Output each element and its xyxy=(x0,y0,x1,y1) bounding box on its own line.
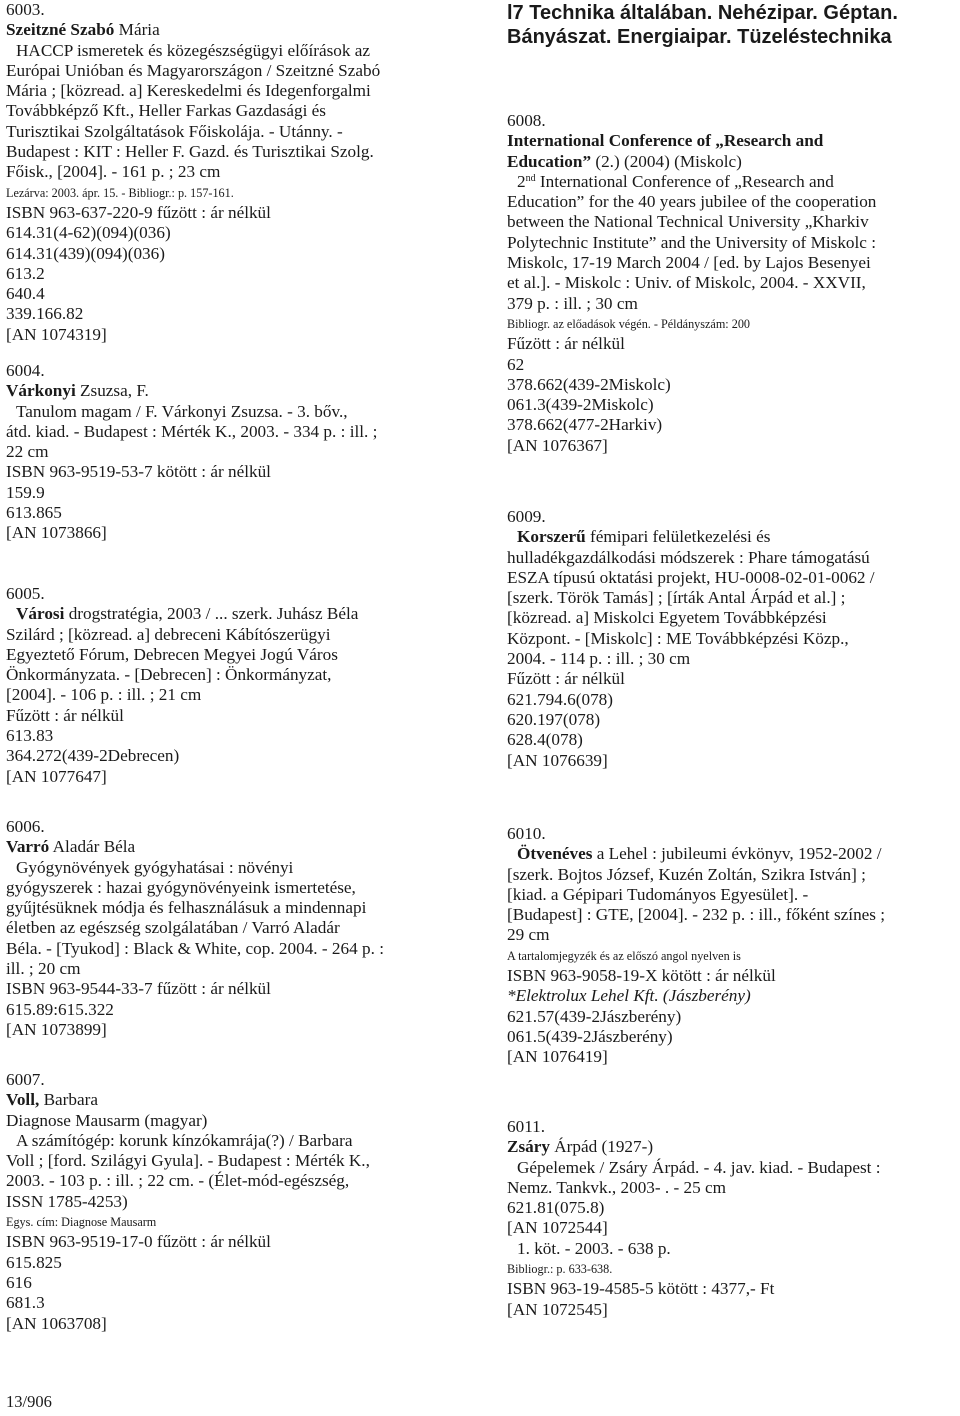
entry-line: Education” for the 40 years jubilee of the cooperation xyxy=(507,192,877,212)
entry-line: 621.794.6(078) xyxy=(507,689,613,709)
entry-bold-text: Education” xyxy=(507,151,592,171)
entry-line xyxy=(507,172,957,192)
entry-bold-text: Varró xyxy=(6,837,50,857)
entry-line: Továbbképző Kft., Heller Farkas Gazdasági és xyxy=(6,101,326,121)
entry-6004 xyxy=(6,361,456,544)
entry-line: Egys. cím: Diagnose Mausarm xyxy=(6,1215,157,1230)
entry-line: Szilárd ; [közread. a] debreceni Kábítószerügyi xyxy=(6,624,331,644)
entry-text: Aladár Béla xyxy=(49,837,136,857)
entry-bold-text: Voll, xyxy=(6,1090,40,1110)
entry-line xyxy=(507,844,957,864)
entry-line: Önkormányzata. - [Debrecen] : Önkormányzat, xyxy=(6,665,332,685)
entry-line: Diagnose Mausarm (magyar) xyxy=(6,1110,208,1130)
entry-line: 1. köt. - 2003. - 638 p. xyxy=(517,1238,671,1258)
entry-line: [AN 1072544] xyxy=(507,1218,608,1238)
entry-line xyxy=(507,1137,957,1157)
entry-line: ISBN 963-9544-33-7 fűzött : ár nélkül xyxy=(6,979,271,999)
entry-line: ISBN 963-9058-19-X kötött : ár nélkül xyxy=(507,966,776,986)
entry-line: ESZA típusú oktatási projekt, HU-0008-02-01-0062 / xyxy=(507,567,875,587)
entry-line: 6007. xyxy=(6,1070,45,1089)
entry-line: 613.2 xyxy=(6,263,45,283)
entry-text: 2 xyxy=(517,171,526,191)
entry-bold-text: Korszerű xyxy=(517,527,586,547)
entry-6009 xyxy=(507,507,957,771)
page-number: 13/906 xyxy=(6,1392,52,1411)
entry-line: Polytechnic Institute” and the University of Miskolc : xyxy=(507,232,876,252)
entry-line: 615.89:615.322 xyxy=(6,999,114,1019)
entry-line: 6004. xyxy=(6,361,45,380)
entry-bold-text: Várkonyi xyxy=(6,381,76,401)
entry-line: 2003. - 103 p. : ill. ; 22 cm. - (Élet-mód-egészség, xyxy=(6,1171,350,1191)
entry-line: Béla. - [Tyukod] : Black & White, cop. 2004. - 264 p. : xyxy=(6,938,384,958)
entry-line: 615.825 xyxy=(6,1252,62,1272)
entry-6010 xyxy=(507,824,957,1068)
entry-line: 379 p. : ill. ; 30 cm xyxy=(507,293,638,313)
entry-6011 xyxy=(507,1117,957,1320)
entry-line: 614.31(439)(094)(036) xyxy=(6,243,165,263)
section-heading-line: l7 Technika általában. Nehézipar. Géptan. xyxy=(507,2,898,24)
entry-line: [AN 1076367] xyxy=(507,435,608,455)
entry-line: gyűjtésüknek módja és felhasználásuk a mindennapi xyxy=(6,898,367,918)
entry-line: Gépelemek / Zsáry Árpád. - 4. jav. kiad. - Budapest : xyxy=(517,1157,881,1177)
entry-bold-text: Ötvenéves xyxy=(517,844,593,864)
entry-line: Miskolc, 17-19 March 2004 / [ed. by Lajos Besenyei xyxy=(507,253,871,273)
entry-line: 364.272(439-2Debrecen) xyxy=(6,746,180,766)
entry-line: életben az egészség szolgálatában / Varró Aladár xyxy=(6,918,340,938)
entry-bold-text: Városi xyxy=(16,604,65,624)
entry-line: 681.3 xyxy=(6,1293,45,1313)
entry-line: A számítógép: korunk kínzókamrája(?) / Barbara xyxy=(16,1130,353,1150)
entry-line: between the National Technical University „Kharkiv xyxy=(507,212,869,232)
entry-line: 616 xyxy=(6,1272,32,1292)
entry-line: 640.4 xyxy=(6,284,45,304)
entry-text: Barbara xyxy=(39,1090,98,1110)
entry-line: Turisztikai Szolgáltatások Főiskolája. - Utánny. - xyxy=(6,121,343,141)
entry-line: Európai Unióban és Magyarországon / Szeitzné Szabó xyxy=(6,60,381,80)
entry-line xyxy=(6,837,456,857)
entry-line: [2004]. - 106 p. : ill. ; 21 cm xyxy=(6,685,202,705)
entry-line: [szerk. Bojtos József, Kuzén Zoltán, Szikra István] ; xyxy=(507,864,866,884)
entry-line: 628.4(078) xyxy=(507,730,583,750)
entry-line: Fűzött : ár nélkül xyxy=(507,669,625,689)
entry-6007 xyxy=(6,1070,456,1334)
entry-6003 xyxy=(6,0,456,345)
entry-bold-text: Szeitzné Szabó xyxy=(6,20,115,40)
entry-line: [szerk. Török Tamás] ; [írták Antal Árpád et al.] ; xyxy=(507,588,846,608)
entry-line: 614.31(4-62)(094)(036) xyxy=(6,223,171,243)
entry-line: Tanulom magam / F. Várkonyi Zsuzsa. - 3. bőv., xyxy=(16,401,348,421)
entry-line: [AN 1077647] xyxy=(6,766,107,786)
entry-line: 061.5(439-2Jászberény) xyxy=(507,1026,673,1046)
entry-line: [AN 1074319] xyxy=(6,324,107,344)
entry-text: nd xyxy=(525,172,536,184)
entry-line xyxy=(6,381,456,401)
entry-line: ill. ; 20 cm xyxy=(6,959,81,979)
section-heading xyxy=(507,1,957,49)
entry-line: HACCP ismeretek és közegészségügyi előírások az xyxy=(16,40,370,60)
entry-line: 6011. xyxy=(507,1117,546,1136)
entry-line: 159.9 xyxy=(6,482,45,502)
entry-line: 613.865 xyxy=(6,503,62,523)
entry-line: Voll ; [ford. Szilágyi Gyula]. - Budapest : Mérték K., xyxy=(6,1151,370,1171)
entry-line: 6010. xyxy=(507,824,546,843)
entry-line: Mária ; [közread. a] Kereskedelmi és Idegenforgalmi xyxy=(6,81,371,101)
entry-line: [AN 1073866] xyxy=(6,523,107,543)
entry-line xyxy=(6,20,456,40)
entry-6006 xyxy=(6,817,456,1040)
entry-text: Árpád (1927-) xyxy=(549,1137,654,1157)
entry-line: [AN 1076419] xyxy=(507,1047,608,1067)
entry-line: 22 cm xyxy=(6,442,49,462)
entry-line: 339.166.82 xyxy=(6,304,84,324)
entry-line: 061.3(439-2Miskolc) xyxy=(507,395,654,415)
entry-line: A tartalomjegyzék és az előszó angol nyelven is xyxy=(507,948,741,963)
entry-text: fémipari felületkezelési és xyxy=(585,527,771,547)
entry-line: Fűzött : ár nélkül xyxy=(507,334,625,354)
entry-line: gyógyszerek : hazai gyógynövényeink ismertetése, xyxy=(6,877,356,897)
entry-line: ISBN 963-9519-53-7 kötött : ár nélkül xyxy=(6,462,271,482)
entry-line: ISBN 963-637-220-9 fűzött : ár nélkül xyxy=(6,202,271,222)
entry-line: Nemz. Tankvk., 2003- . - 25 cm xyxy=(507,1177,727,1197)
entry-line: 29 cm xyxy=(507,925,550,945)
entry-line: Egyeztető Fórum, Debrecen Megyei Jogú Város xyxy=(6,644,338,664)
entry-line: et al.]. - Miskolc : Univ. of Miskolc, 2004. - XXVII, xyxy=(507,273,866,293)
entry-line: [AN 1073899] xyxy=(6,1019,107,1039)
entry-line: 6006. xyxy=(6,817,45,836)
entry-line: Központ. - [Miskolc] : ME Továbbképzési Közp., xyxy=(507,628,849,648)
entry-line: 613.83 xyxy=(6,726,54,746)
entry-line: [közread. a] Miskolci Egyetem Továbbképzési xyxy=(507,608,827,628)
entry-line: 6008. xyxy=(507,111,546,130)
section-heading-line: Bányászat. Energiaipar. Tüzeléstechnika xyxy=(507,26,892,48)
entry-line: 378.662(477-2Harkiv) xyxy=(507,415,663,435)
entry-line: [Budapest] : GTE, [2004]. - 232 p. : ill., főként színes ; xyxy=(507,905,886,925)
entry-text: International Conference of „Research and xyxy=(535,171,834,191)
entry-line: hulladékgazdálkodási módszerek : Phare támogatású xyxy=(507,547,870,567)
entry-line: Budapest : KIT : Heller F. Gazd. és Turisztikai Szolg. xyxy=(6,142,374,162)
entry-line: 2004. - 114 p. : ill. ; 30 cm xyxy=(507,649,691,669)
entry-line: Fűzött : ár nélkül xyxy=(6,705,124,725)
entry-line: [kiad. a Gépipari Tudományos Egyesület]. - xyxy=(507,884,809,904)
entry-line: átd. kiad. - Budapest : Mérték K., 2003. - 334 p. : ill. ; xyxy=(6,421,378,441)
entry-text: drogstratégia, 2003 / ... szerk. Juhász Béla xyxy=(64,604,359,624)
entry-line xyxy=(507,527,957,547)
entry-line: ISSN 1785-4253) xyxy=(6,1191,128,1211)
entry-line xyxy=(6,604,456,624)
entry-bold-text: Zsáry xyxy=(507,1137,550,1157)
entry-line: Bibliogr. az előadások végén. - Példányszám: 200 xyxy=(507,316,751,331)
entry-6005 xyxy=(6,584,456,787)
entry-line: [AN 1072545] xyxy=(507,1299,608,1319)
entry-line: 620.197(078) xyxy=(507,709,601,729)
entry-bold-text: International Conference of „Research and xyxy=(507,131,824,151)
entry-line: 6003. xyxy=(6,0,45,19)
entry-text: (2.) (2004) (Miskolc) xyxy=(591,151,742,171)
entry-line: [AN 1076639] xyxy=(507,750,608,770)
entry-text: a Lehel : jubileumi évkönyv, 1952-2002 / xyxy=(592,844,882,864)
entry-line: ISBN 963-19-4585-5 kötött : 4377,- Ft xyxy=(507,1279,775,1299)
entry-text: Mária xyxy=(114,20,160,40)
entry-line: 621.57(439-2Jászberény) xyxy=(507,1006,682,1026)
entry-6008 xyxy=(507,111,957,456)
entry-line: Bibliogr.: p. 633-638. xyxy=(507,1262,613,1277)
entry-line: [AN 1063708] xyxy=(6,1313,107,1333)
entry-line: Gyógynövények gyógyhatásai : növényi xyxy=(16,857,294,877)
entry-line: 62 xyxy=(507,354,525,374)
entry-line xyxy=(6,1090,456,1110)
entry-line: ISBN 963-9519-17-0 fűzött : ár nélkül xyxy=(6,1232,271,1252)
entry-line: 6009. xyxy=(507,507,546,526)
entry-line: 6005. xyxy=(6,584,45,603)
entry-line: *Elektrolux Lehel Kft. (Jászberény) xyxy=(507,986,751,1006)
entry-text: Zsuzsa, F. xyxy=(75,381,149,401)
entry-line xyxy=(507,152,957,172)
entry-line: 621.81(075.8) xyxy=(507,1198,605,1218)
entry-line xyxy=(507,131,957,151)
entry-line: Lezárva: 2003. ápr. 15. - Bibliogr.: p. 157-161. xyxy=(6,185,234,200)
entry-line: Főisk., [2004]. - 161 p. ; 23 cm xyxy=(6,162,221,182)
entry-line: 378.662(439-2Miskolc) xyxy=(507,374,671,394)
